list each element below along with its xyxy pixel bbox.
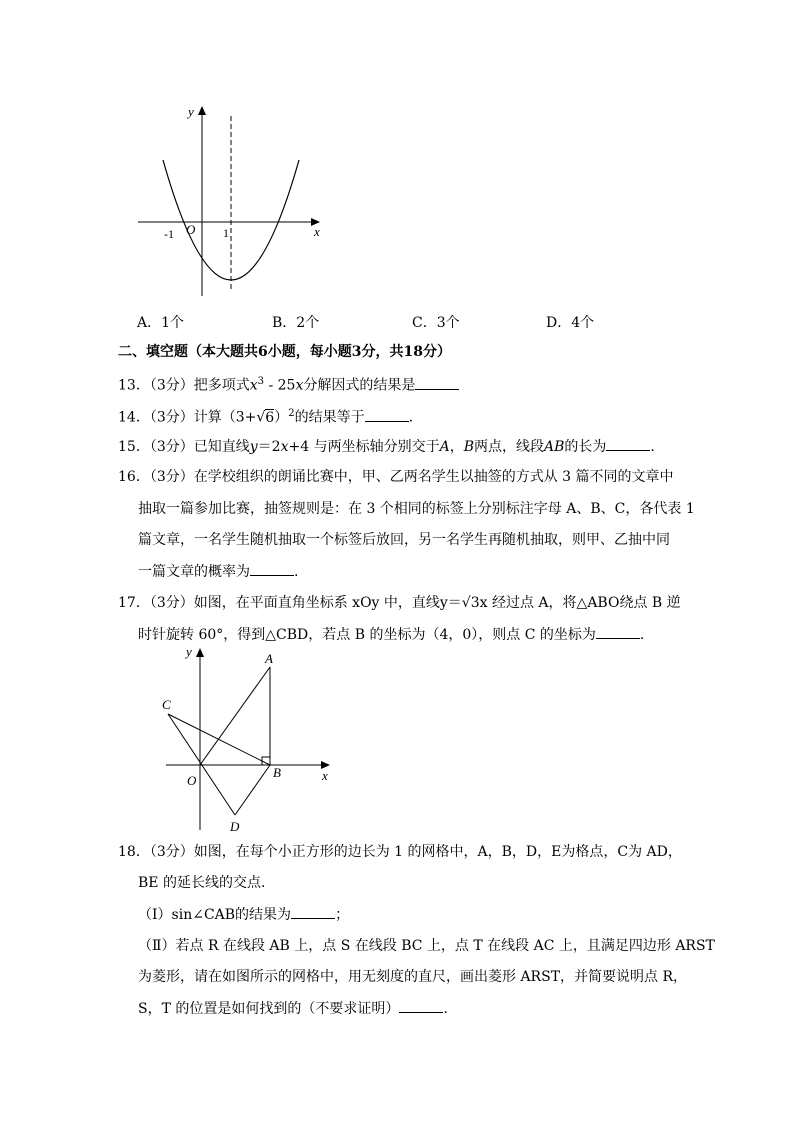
- question-14: [118, 404, 413, 428]
- option-b: B．2个: [272, 315, 320, 331]
- option-c: C．3个: [412, 315, 460, 331]
- question-15: [118, 436, 655, 457]
- answer-blank-17[interactable]: [596, 624, 640, 639]
- q13-x1: x: [249, 377, 258, 394]
- label-B: B: [273, 765, 281, 780]
- tick-label-minus1: -1: [164, 227, 174, 241]
- question-18-part2-line3: [138, 998, 448, 1019]
- q15-comma: ，: [449, 439, 464, 455]
- q15-text2: 两点，线段: [474, 439, 544, 455]
- segment-BD: [235, 765, 270, 815]
- answer-blank-13[interactable]: [415, 375, 459, 390]
- q18-part1-end: ；: [335, 907, 350, 923]
- q13-x2: x: [295, 377, 304, 394]
- parabola-figure: [130, 100, 330, 300]
- y-axis-arrow-icon: [198, 106, 206, 115]
- origin-label: O: [186, 222, 196, 237]
- label-x: x: [322, 768, 328, 783]
- q15-y: y: [249, 439, 258, 455]
- q16-line4-text: 一篇文章的概率为: [138, 564, 250, 580]
- q14-end: .: [408, 409, 414, 426]
- section-title: 二、填空题（本大题共6小题，每小题3分，共18分）: [118, 344, 451, 360]
- y-axis-arrow-icon: [196, 648, 204, 657]
- q17-end: .: [639, 627, 645, 643]
- answer-blank-18-1[interactable]: [291, 904, 335, 919]
- q18-part2-end: .: [443, 1001, 448, 1017]
- q18-part1-text: （Ⅰ）sin∠CAB的结果为: [138, 907, 292, 923]
- label-y: y: [186, 644, 192, 659]
- segment-OA: [200, 667, 270, 765]
- question-18-line2: BE 的延长线的交点．: [138, 875, 275, 891]
- question-13: [118, 372, 459, 396]
- question-16-line1: 16．（3分）在学校组织的朗诵比赛中，甲、乙两名学生以抽签的方式从 3 篇不同的文章中: [118, 469, 674, 485]
- option-d: D．4个: [546, 315, 595, 331]
- q13-suffix: 分解因式的结果是: [303, 377, 416, 394]
- q14-exponent: 2: [288, 408, 295, 419]
- right-angle-mark: [262, 757, 270, 765]
- q15-B: B: [463, 439, 474, 455]
- q18-part2-text: S，T 的位置是如何找到的（不要求证明）: [138, 1001, 400, 1017]
- tick-label-1: 1: [223, 226, 229, 240]
- x-axis-label: x: [314, 224, 320, 239]
- q13-prefix: 13．（3分）把多项式: [118, 377, 250, 394]
- sqrt-icon: √: [256, 409, 266, 426]
- q15-text3: 的长为: [564, 439, 607, 455]
- q13-exponent: 3: [257, 376, 265, 387]
- answer-blank-15[interactable]: [606, 436, 650, 451]
- label-D: D: [230, 819, 240, 834]
- segment-CB: [168, 714, 270, 765]
- q14-radicand: 6: [265, 409, 275, 426]
- q15-A: A: [439, 439, 450, 455]
- q13-minus: - 25: [264, 377, 296, 394]
- label-C: C: [162, 697, 171, 712]
- q15-eq: ＝2: [257, 439, 281, 455]
- label-A: A: [265, 651, 273, 666]
- label-O: O: [187, 773, 197, 788]
- answer-blank-18-2[interactable]: [399, 998, 443, 1013]
- question-18-part2-line1: （Ⅱ）若点 R 在线段 AB 上，点 S 在线段 BC 上，点 T 在线段 AC 上，且满足四边形 ARST: [138, 938, 715, 954]
- q16-end: .: [294, 564, 299, 580]
- question-18-part2-line2: 为菱形，请在如图所示的网格中，用无刻度的直尺，画出菱形 ARST，并简要说明点 R，: [138, 969, 688, 985]
- option-a: A．1个: [137, 315, 185, 331]
- q14-suffix: 的结果等于: [294, 409, 365, 426]
- answer-blank-14[interactable]: [365, 407, 409, 422]
- y-axis-label: y: [188, 104, 194, 119]
- q15-x: x: [280, 439, 289, 455]
- question-16-line4: [138, 561, 298, 582]
- q17-line2-text: 时针旋转 60°，得到△CBD，若点 B 的坐标为（4，0），则点 C 的坐标为: [138, 627, 596, 643]
- question-16-line2: 抽取一篇参加比赛，抽签规则是：在 3 个相同的标签上分别标注字母 A、B、C，各代表 1: [138, 501, 695, 517]
- q15-end: .: [650, 439, 655, 455]
- q14-mid: ）: [274, 409, 289, 426]
- question-17-line1: 17．（3分）如图，在平面直角坐标系 xOy 中，直线y＝√3x 经过点 A，将△ABO绕点 B 逆: [118, 595, 681, 611]
- q15-prefix: 15．（3分）已知直线: [118, 439, 250, 455]
- triangle-figure: [160, 640, 340, 840]
- question-18-line1: 18．（3分）如图，在每个小正方形的边长为 1 的网格中，A，B，D，E为格点，C为 AD，: [118, 844, 682, 860]
- answer-blank-16[interactable]: [250, 561, 294, 576]
- question-16-line3: 篇文章，一名学生随机抽取一个标签后放回，另一名学生再随机抽取，则甲、乙抽中同: [138, 532, 670, 548]
- q14-prefix: 14．（3分）计算（3+: [118, 409, 257, 426]
- q15-plus: +4 与两坐标轴分别交于: [288, 439, 440, 455]
- question-18-part1: [138, 904, 349, 925]
- q15-AB: AB: [544, 439, 565, 455]
